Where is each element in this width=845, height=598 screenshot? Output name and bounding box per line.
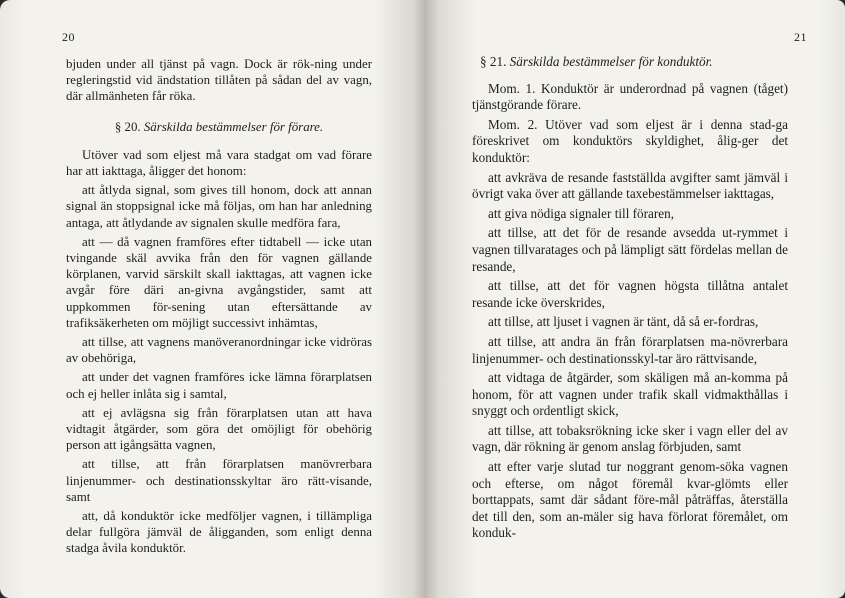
right-page-text [472, 54, 788, 545]
paragraph: att efter varje slutad tur noggrant genom-söka vagnen och efterse, om något föremål kvar-glömts eller borttappats, samt där sådant före-mål påträffas, återställa det till den, som an-mäler sig hava förlorat föremålet, om konduk- [472, 459, 788, 541]
section-number: § 20. [114, 119, 141, 134]
paragraph: att tillse, att andra än från förarplatsen ma-növrerbara linjenummer- och destinationsskyl-tar äro rättvisande, [472, 333, 788, 366]
left-page-text [66, 56, 372, 560]
paragraph: att tillse, att vagnens manöveranordningar icke vidröras av obehöriga, [66, 335, 372, 366]
page-number: 21 [794, 30, 807, 44]
paragraph: att tillse, att ljuset i vagnen är tänt, då så er-fordras, [488, 314, 759, 330]
paragraph: Mom. 2. Utöver vad som eljest är i denna stad-ga föreskrivet om konduktörs skyldighet, ålig-ger det konduktör: [472, 116, 788, 165]
paragraph: att tillse, att från förarplatsen manövrerbara linjenummer- och destinationsskyltar äro rätt-visande, samt [66, 457, 372, 504]
paragraph: att tillse, att det för vagnen högsta tillåtna antalet resande icke överskrides, [472, 278, 788, 310]
paragraph: att vidtaga de åtgärder, som skäligen må an-komma på honom, för att vagnen under trafik skall vidmakthållas i snyggt och ordentligt skick, [472, 370, 788, 419]
page-number: 20 [62, 30, 75, 44]
paragraph: att under det vagnen framföres icke lämna förarplatsen och ej heller inlåta sig i samtal, [66, 370, 372, 401]
paragraph: att åtlyda signal, som gives till honom, dock att annan signal än stoppsignal icke må följas, om han har anledning antaga, att åtlydande av signalen skulle medföra fara, [66, 183, 372, 230]
paragraph: Utöver vad som eljest må vara stadgat om vad förare har att iakttaga, åligger det honom: [66, 147, 372, 179]
paragraph: att avkräva de resande fastställda avgifter samt jämväl i övrigt vaka över att gällande taxebestämmelser iakttagas, [472, 169, 788, 202]
paragraph: att, då konduktör icke medföljer vagnen, i tillämpliga delar fullgöra jämväl de åligganden, som enligt denna stadga åvila konduktör. [66, 509, 372, 556]
paragraph: att — då vagnen framföres efter tidtabell — icke utan tvingande skäl avvika från den för vagnen gällande körplanen, varvid särskilt skall iakttagas, att vagnen icke avgår före däri an-givna avgångstider, samt att uppkommen för-sening utan eftersättande av trafiksäkerheten om möjligt successivt inhämtas, [66, 234, 372, 330]
paragraph: att ej avlägsna sig från förarplatsen utan att hava vidtagit åtgärder, som göra det omöjligt för obehörig person att igångsätta vagnen, [66, 405, 372, 453]
paragraph: att giva nödiga signaler till föraren, [488, 205, 675, 221]
section-title: Särskilda bestämmelser för förare. [143, 119, 324, 134]
paragraph: Mom. 1. Konduktör är underordnad på vagnen (tåget) tjänstgörande förare. [472, 80, 788, 113]
section-heading [480, 54, 788, 71]
paragraph: att tillse, att det för de resande avsedda ut-rymmet i vagnen tillvaratages och på lämpligt sätt fördelas mellan de resande, [472, 225, 788, 274]
paragraph: att tillse, att tobaksrökning icke sker i vagn eller del av vagn, där rökning är genom anslag förbjuden, samt [472, 422, 788, 455]
paragraph: bjuden under all tjänst på vagn. Dock är rök-ning under regleringstid vid ändstation tillåten på sådan del av vagn, där allmänheten får röka. [66, 57, 372, 104]
section-number: § 21. [480, 54, 507, 69]
section-heading [66, 119, 372, 135]
section-title: Särskilda bestämmelser för konduktör. [509, 54, 713, 69]
